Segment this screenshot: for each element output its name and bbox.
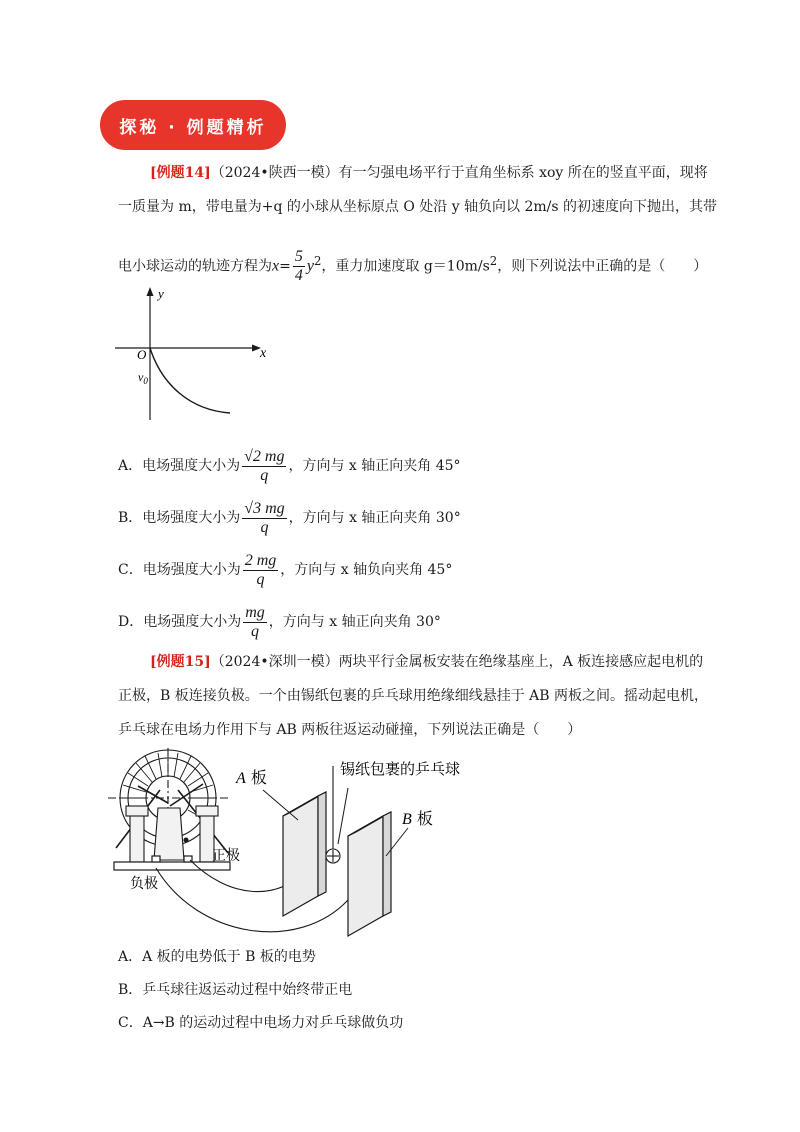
equation-x: x [272,257,280,275]
origin-label: O [137,347,147,362]
banner-title: 探秘 · 例题精析 [119,117,267,138]
q15-option-c: C．A→B 的运动过程中电场力对乒乓球做负功 [118,1015,404,1031]
generator-columns [126,806,218,862]
section-banner [100,100,286,150]
q15-line1: [例题15]（2024•深圳一模）两块平行金属板安装在绝缘基座上，A 板连接感应起电机的 [150,654,704,670]
plate-a [283,792,326,916]
trajectory-graph [110,285,280,430]
q14-line1: [例题14]（2024•陕西一模）有一匀强电场平行于直角坐标系 xoy 所在的竖直平面，现将 [150,165,708,181]
q15-label: [例题15] [150,654,211,670]
q14-label: [例题14] [150,165,211,181]
q14-option-c: C．电场强度大小为 $\frac{2 mg}{q}$ ，方向与 x 轴负向夹角 45° [118,551,453,588]
ball-pointer [338,788,348,844]
x-label: x [260,346,267,361]
electrostatic-diagram [108,748,478,948]
q15-line3: 乒乓球在电场力作用下与 AB 两板往返运动碰撞，下列说法正确是（ ） [118,722,582,738]
q14-option-d: D．电场强度大小为 $\frac{mg}{q}$ ，方向与 x 轴正向夹角 30° [118,603,441,640]
negative-terminal-label: 负极 [130,876,158,892]
trajectory-curve [150,348,230,413]
q14-line2: 一质量为 m，带电量为+q 的小球从坐标原点 O 处沿 y 轴负向以 2m/s 的初速度向下抛出，其带 [118,199,718,215]
b-plate-label: B 板 [402,809,433,828]
q14-line3: 电小球运动的轨迹方程为x= $\frac{5}{4}$ $y^2$，重力加速度取 $g=10m/s^2$，则下列说法中正确的是（ ） [118,248,708,285]
q14-option-b: B．电场强度大小为 $\frac{√3 mg}{q}$ ，方向与 x 轴正向夹角 30° [118,499,461,536]
y-axis-arrow [147,287,154,296]
q15-option-b: B．乒乓球往返运动过程中始终带正电 [118,982,353,998]
equation-fraction: $\frac{5}{4}$ [294,248,303,285]
q15-option-a: A．A 板的电势低于 B 板的电势 [118,949,316,965]
y-label: y [158,286,164,301]
plate-b [348,812,391,936]
ping-pong-ball [326,766,340,863]
positive-terminal-label: 正极 [212,848,240,864]
a-plate-pointer [263,790,298,820]
ball-label: 锡纸包裹的乒乓球 [340,760,461,778]
velocity-label: $v_0$ [138,370,148,386]
a-plate-label: A 板 [236,768,267,787]
q15-line2: 正极，B 板连接负极。一个由锡纸包裹的乒乓球用绝缘细线悬挂于 AB 两板之间。摇动起电机， [118,688,709,704]
q14-option-a: A．电场强度大小为 $\frac{√2 mg}{q}$ ，方向与 x 轴正向夹角 45° [118,447,461,484]
